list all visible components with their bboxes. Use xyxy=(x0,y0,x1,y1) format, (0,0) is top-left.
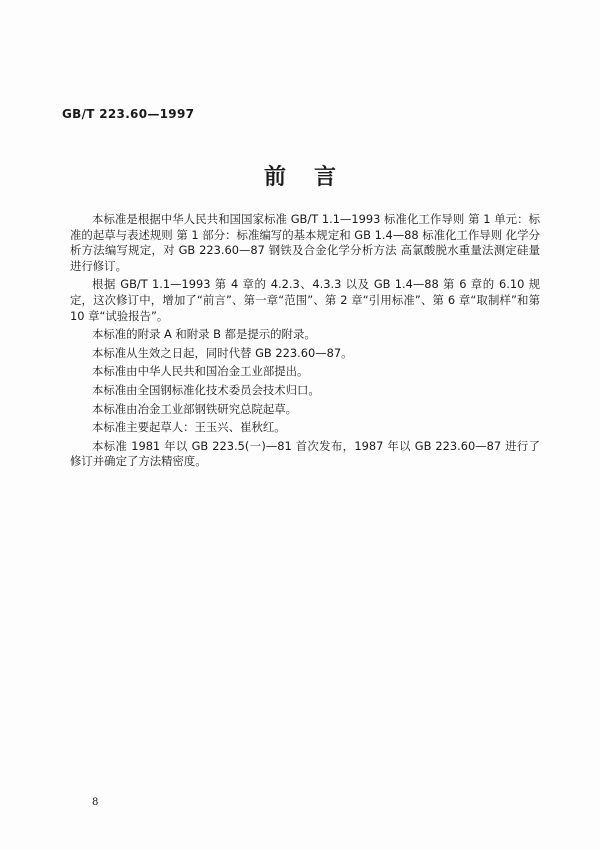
paragraph-effective: 本标准从生效之日起，同时代替 GB 223.60—87。 xyxy=(92,345,353,360)
section-title: 前言 xyxy=(263,165,364,190)
paragraph-authors: 本标准主要起草人：王玉兴、崔秋红。 xyxy=(92,420,286,435)
paragraph-basis: 本标准是根据中华人民共和国国家标准 GB/T 1.1—1993 标准化工作导则 第 1 单元：标准的起草与表述规则 第 1 部分：标准编写的基本规定和 GB 1.4—88 标准化工作导则 化学分析方法编写规定，对 GB 223.60—87 钢铁及合金化学分析方法 高氯酸脱水重量法测定硅量进行修订。 xyxy=(70,212,540,273)
paragraph-appendix: 本标准的附录 A 和附录 B 都是提示的附录。 xyxy=(92,327,316,342)
paragraph-history: 本标准 1981 年以 GB 223.5(一)—81 首次发布，1987 年以 GB 223.60—87 进行了修订并确定了方法精密度。 xyxy=(70,438,540,469)
paragraph-revision: 根据 GB/T 1.1—1993 第 4 章的 4.2.3、4.3.3 以及 GB 1.4—88 第 6 章的 6.10 规定，这次修订中，增加了“前言”、第一章“范围”、第 2 章“引用标准”、第 6 章“取制样”和第 10 章“试验报告”。 xyxy=(70,277,540,323)
page-number: 8 xyxy=(92,797,99,808)
paragraph-drafter: 本标准由冶金工业部钢铁研究总院起草。 xyxy=(92,401,298,416)
standard-code: GB/T 223.60—1997 xyxy=(62,107,195,121)
paragraph-proposer: 本标准由中华人民共和国冶金工业部提出。 xyxy=(92,364,309,379)
paragraph-centralized: 本标准由全国钢标准化技术委员会技术归口。 xyxy=(92,382,320,397)
foreword-body xyxy=(70,212,540,473)
